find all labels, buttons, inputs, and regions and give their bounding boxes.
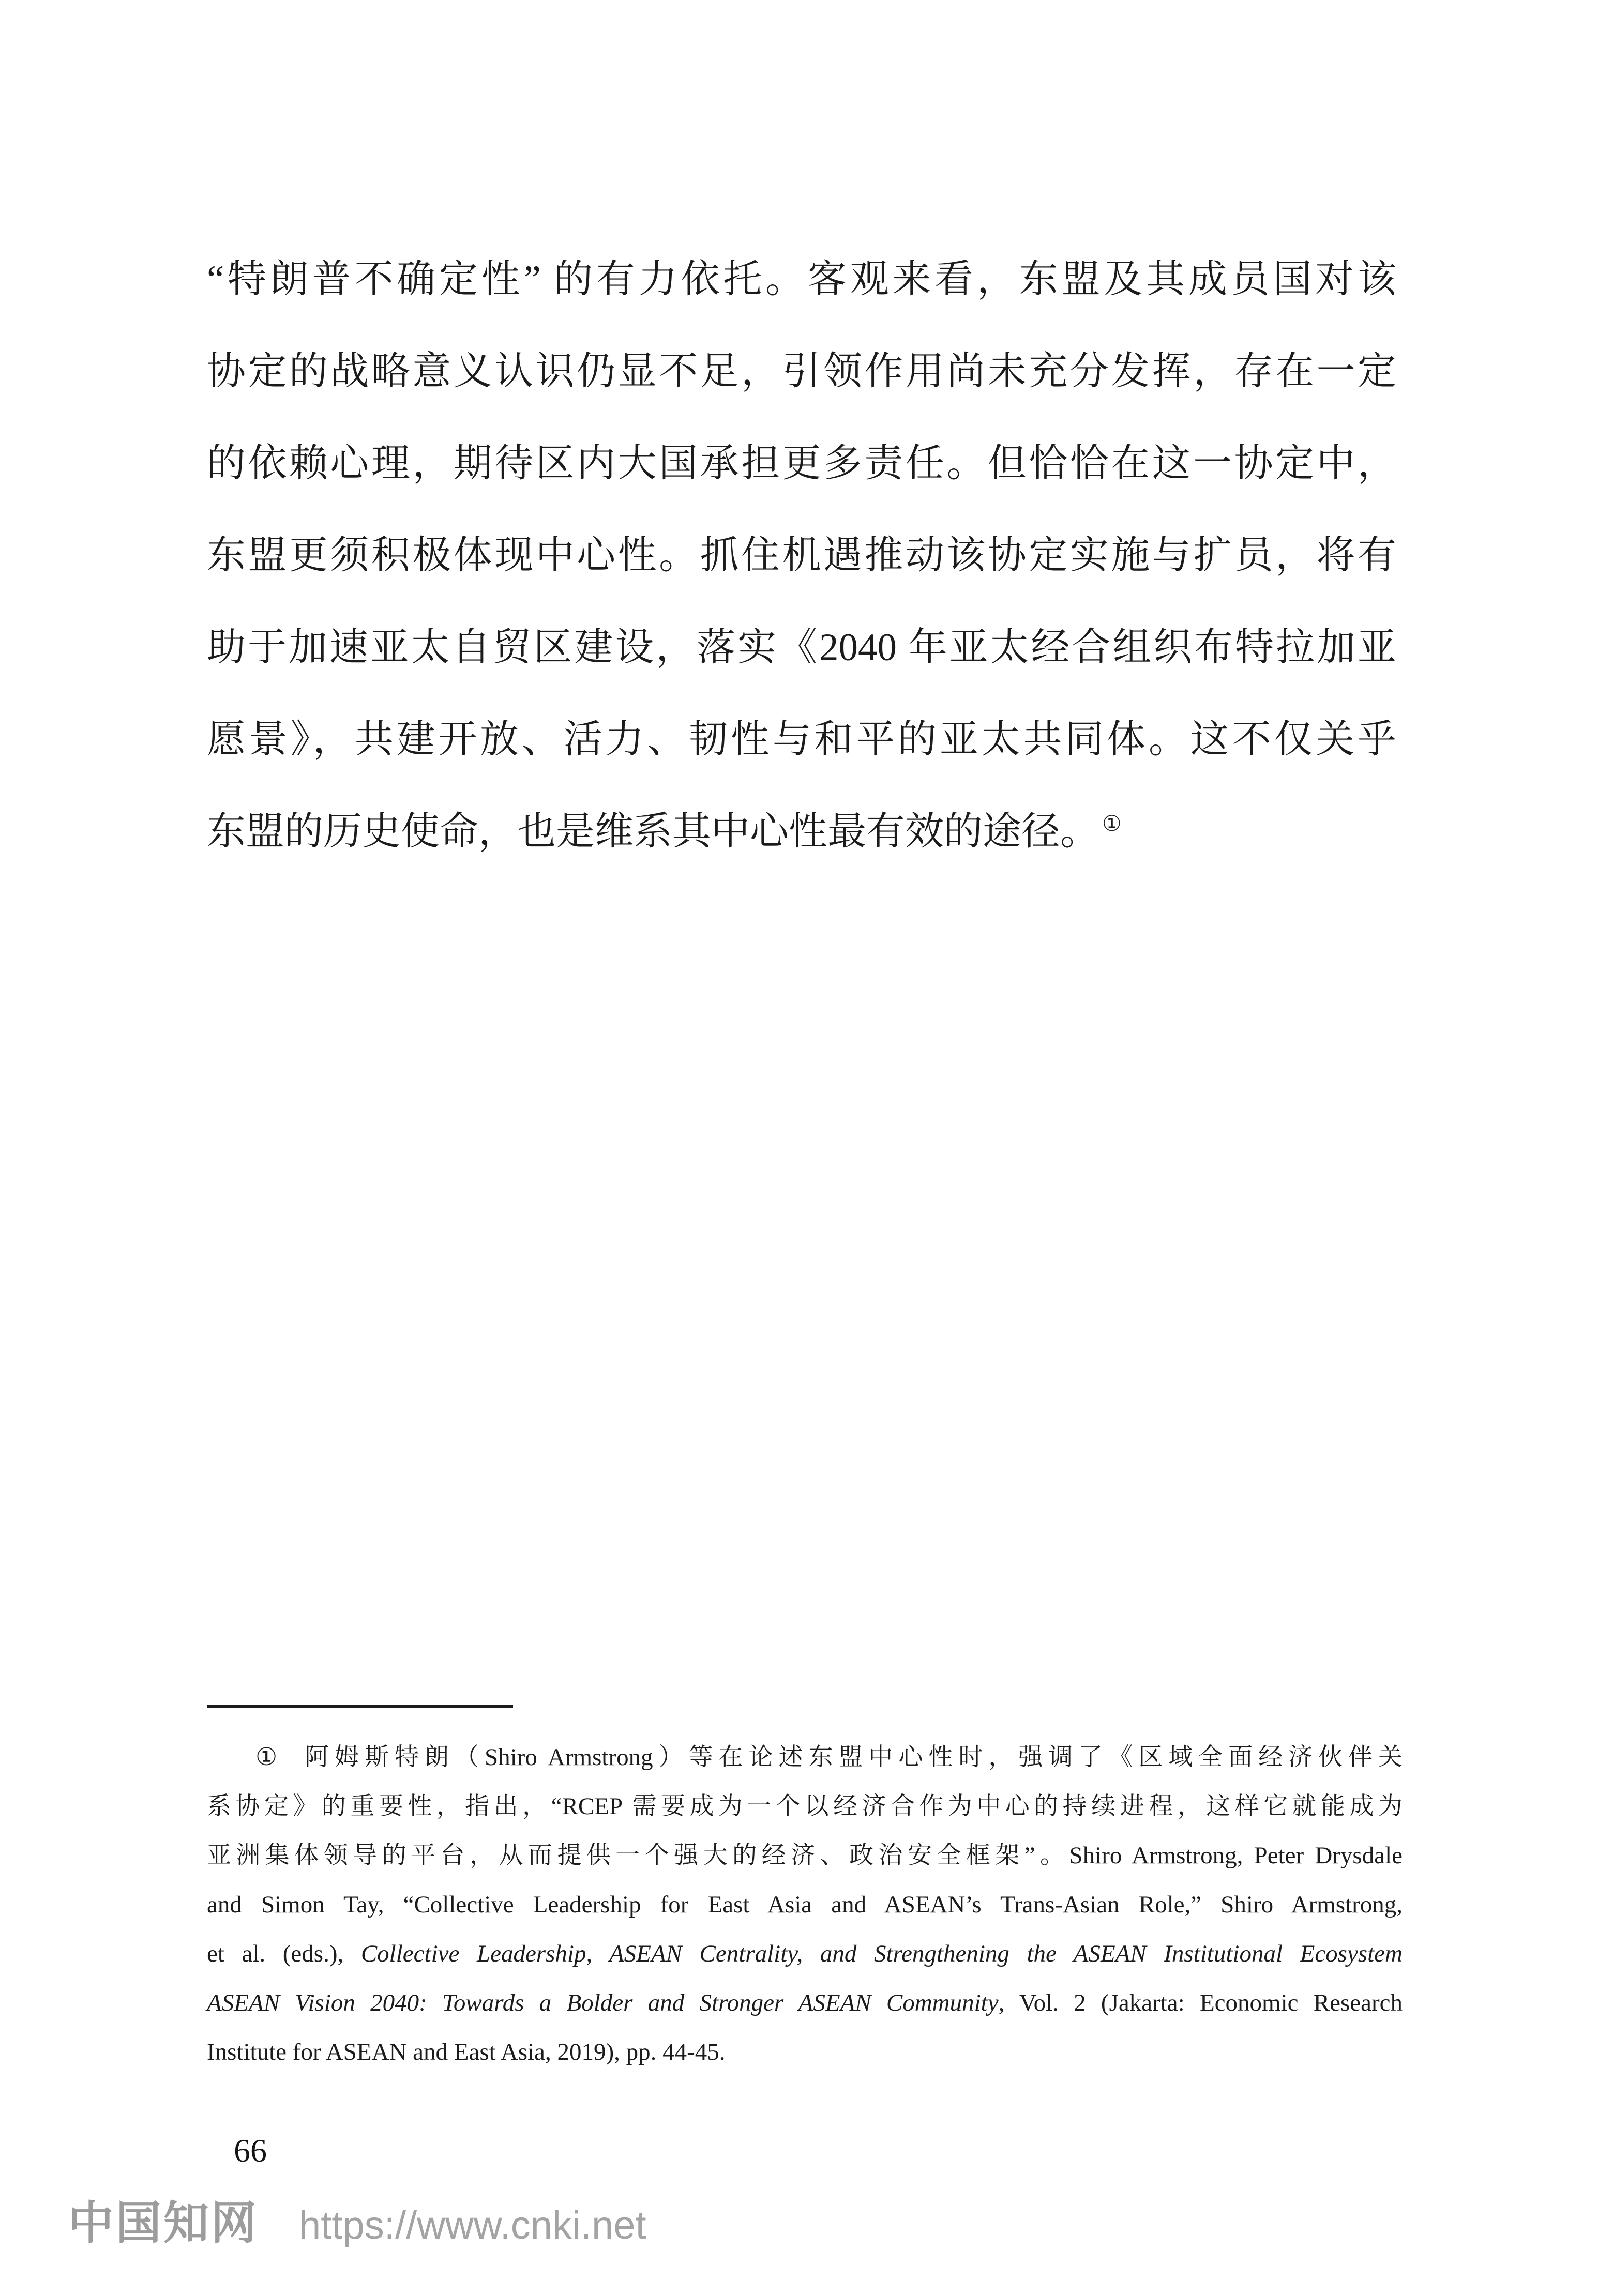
footnote bbox=[207, 1733, 1403, 2077]
footnote-text: Institute for ASEAN and East Asia, 2019), pp. 44-45. bbox=[207, 2039, 726, 2065]
footnote-line bbox=[207, 1831, 1403, 1880]
body-line-text: 东盟的历史使命，也是维系其中心性最有效的途径。 bbox=[207, 810, 1099, 853]
footnote-text: et al. (eds.), bbox=[207, 1940, 361, 1967]
body-line: 协定的战略意义认识仍显不足，引领作用尚未充分发挥，存在一定 bbox=[207, 350, 1396, 393]
footnote-line bbox=[207, 1929, 1403, 1979]
footnote-text: 系协定》的重要性，指出，“RCEP 需要成为一个以经济合作为中心的持续进程，这样它就能成为 bbox=[207, 1793, 1403, 1820]
cnki-watermark bbox=[68, 2187, 646, 2252]
body-line: 助于加速亚太自贸区建设，落实《2040 年亚太经合组织布特拉加亚 bbox=[207, 626, 1396, 669]
footnote-line bbox=[207, 2028, 1403, 2077]
footnote-line bbox=[207, 1733, 1403, 1782]
footnote-separator bbox=[207, 1705, 513, 1708]
page-number: 66 bbox=[234, 2132, 267, 2169]
footnote-line bbox=[207, 1979, 1403, 2028]
body-line: 东盟更须积极体现中心性。抓住机遇推动该协定实施与扩员，将有 bbox=[207, 534, 1396, 577]
footnote-reference: ① bbox=[1102, 812, 1122, 836]
article-body bbox=[207, 234, 1396, 878]
footnote-text: 阿姆斯特朗（Shiro Armstrong）等在论述东盟中心性时，强调了《区域全面经济伙伴关 bbox=[305, 1744, 1403, 1771]
footnote-text: 亚洲集体领导的平台，从而提供一个强大的经济、政治安全框架”。Shiro Armstrong, Peter Drysdale bbox=[207, 1842, 1403, 1869]
cnki-url: https://www.cnki.net bbox=[299, 2203, 646, 2247]
footnote-line bbox=[207, 1782, 1403, 1831]
footnote-text: and Simon Tay, “Collective Leadership for East Asia and ASEAN’s Trans-Asian Role,” Shiro Armstrong, bbox=[207, 1891, 1403, 1918]
body-line: “特朗普不确定性” 的有力依托。客观来看，东盟及其成员国对该 bbox=[207, 258, 1396, 301]
footnote-line bbox=[207, 1880, 1403, 1929]
body-line: 的依赖心理，期待区内大国承担更多责任。但恰恰在这一协定中， bbox=[207, 442, 1396, 485]
body-line: 愿景》，共建开放、活力、韧性与和平的亚太共同体。这不仅关乎 bbox=[207, 718, 1396, 761]
body-line bbox=[207, 786, 1396, 878]
footnote-book-title: ASEAN Vision 2040: Towards a Bolder and Stronger ASEAN Community bbox=[207, 1989, 999, 2016]
footnote-marker: ① bbox=[255, 1744, 283, 1771]
footnote-text: , Vol. 2 (Jakarta: Economic Research bbox=[998, 1989, 1403, 2016]
cnki-logo-text: 中国知网 bbox=[68, 2197, 259, 2248]
footnote-book-title: Collective Leadership, ASEAN Centrality, and Strengthening the ASEAN Institutional Ecosystem bbox=[360, 1940, 1403, 1967]
